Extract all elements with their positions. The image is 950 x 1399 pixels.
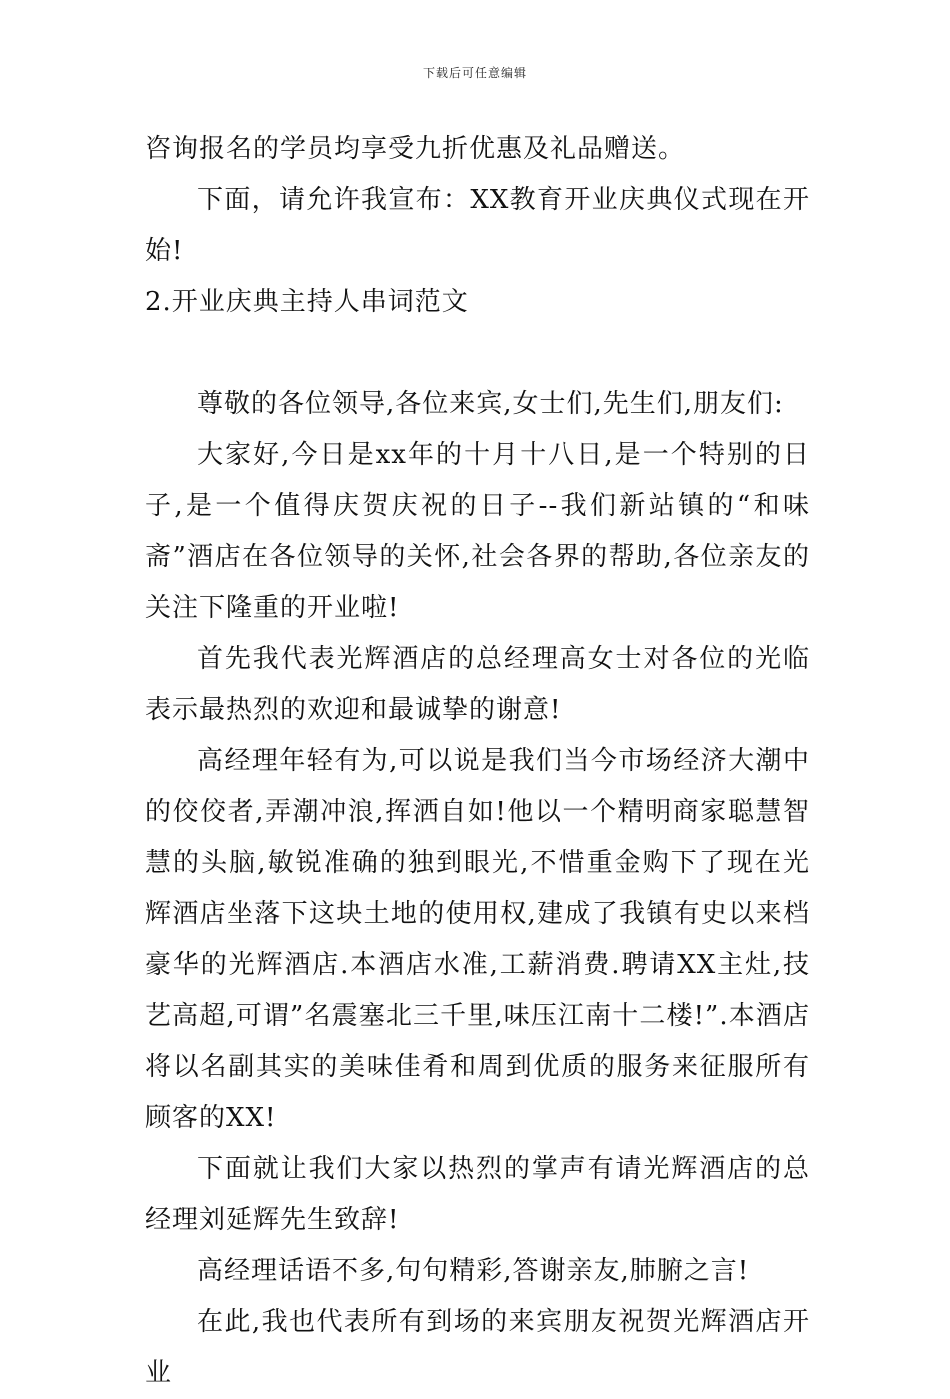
paragraph-speech-comment: 高经理话语不多,句句精彩,答谢亲友,肺腑之言! [197, 1256, 750, 1286]
paragraph-continuation: 咨询报名的学员均享受九折优惠及礼品赠送。 [145, 134, 686, 164]
paragraph-congratulations: 在此,我也代表所有到场的来宾朋友祝贺光辉酒店开业 [145, 1307, 810, 1388]
paragraph-welcome: 首先我代表光辉酒店的总经理高女士对各位的光临表示最热烈的欢迎和最诚挚的谢意! [145, 644, 810, 725]
paragraph-salutation: 尊敬的各位领导,各位来宾,女士们,先生们,朋友们: [197, 389, 784, 419]
paragraph-announcement: 下面，请允许我宣布：XX教育开业庆典仪式现在开始! [145, 185, 810, 266]
page-header-note: 下载后可任意编辑 [422, 66, 527, 80]
document-body [145, 124, 810, 1399]
paragraph-invite-speech: 下面就让我们大家以热烈的掌声有请光辉酒店的总经理刘延辉先生致辞! [145, 1154, 810, 1235]
section-heading: 2.开业庆典主持人串词范文 [145, 287, 469, 317]
paragraph-greeting: 大家好,今日是xx年的十月十八日,是一个特别的日子,是一个值得庆贺庆祝的日子--我们新站镇的“和味斋”酒店在各位领导的关怀,社会各界的帮助,各位亲友的关注下隆重的开业啦! [145, 440, 810, 623]
paragraph-manager-intro: 高经理年轻有为,可以说是我们当今市场经济大潮中的佼佼者,弄潮冲浪,挥洒自如!他以一个精明商家聪慧智慧的头脑,敏锐准确的独到眼光,不惜重金购下了现在光辉酒店坐落下这块土地的使用权,建成了我镇有史以来档豪华的光辉酒店.本酒店水准,工薪消费.聘请XX主灶,技艺高超,可谓”名震塞北三千里,味压江南十二楼!”.本酒店将以名副其实的美味佳肴和周到优质的服务来征服所有顾客的XX! [145, 746, 810, 1133]
